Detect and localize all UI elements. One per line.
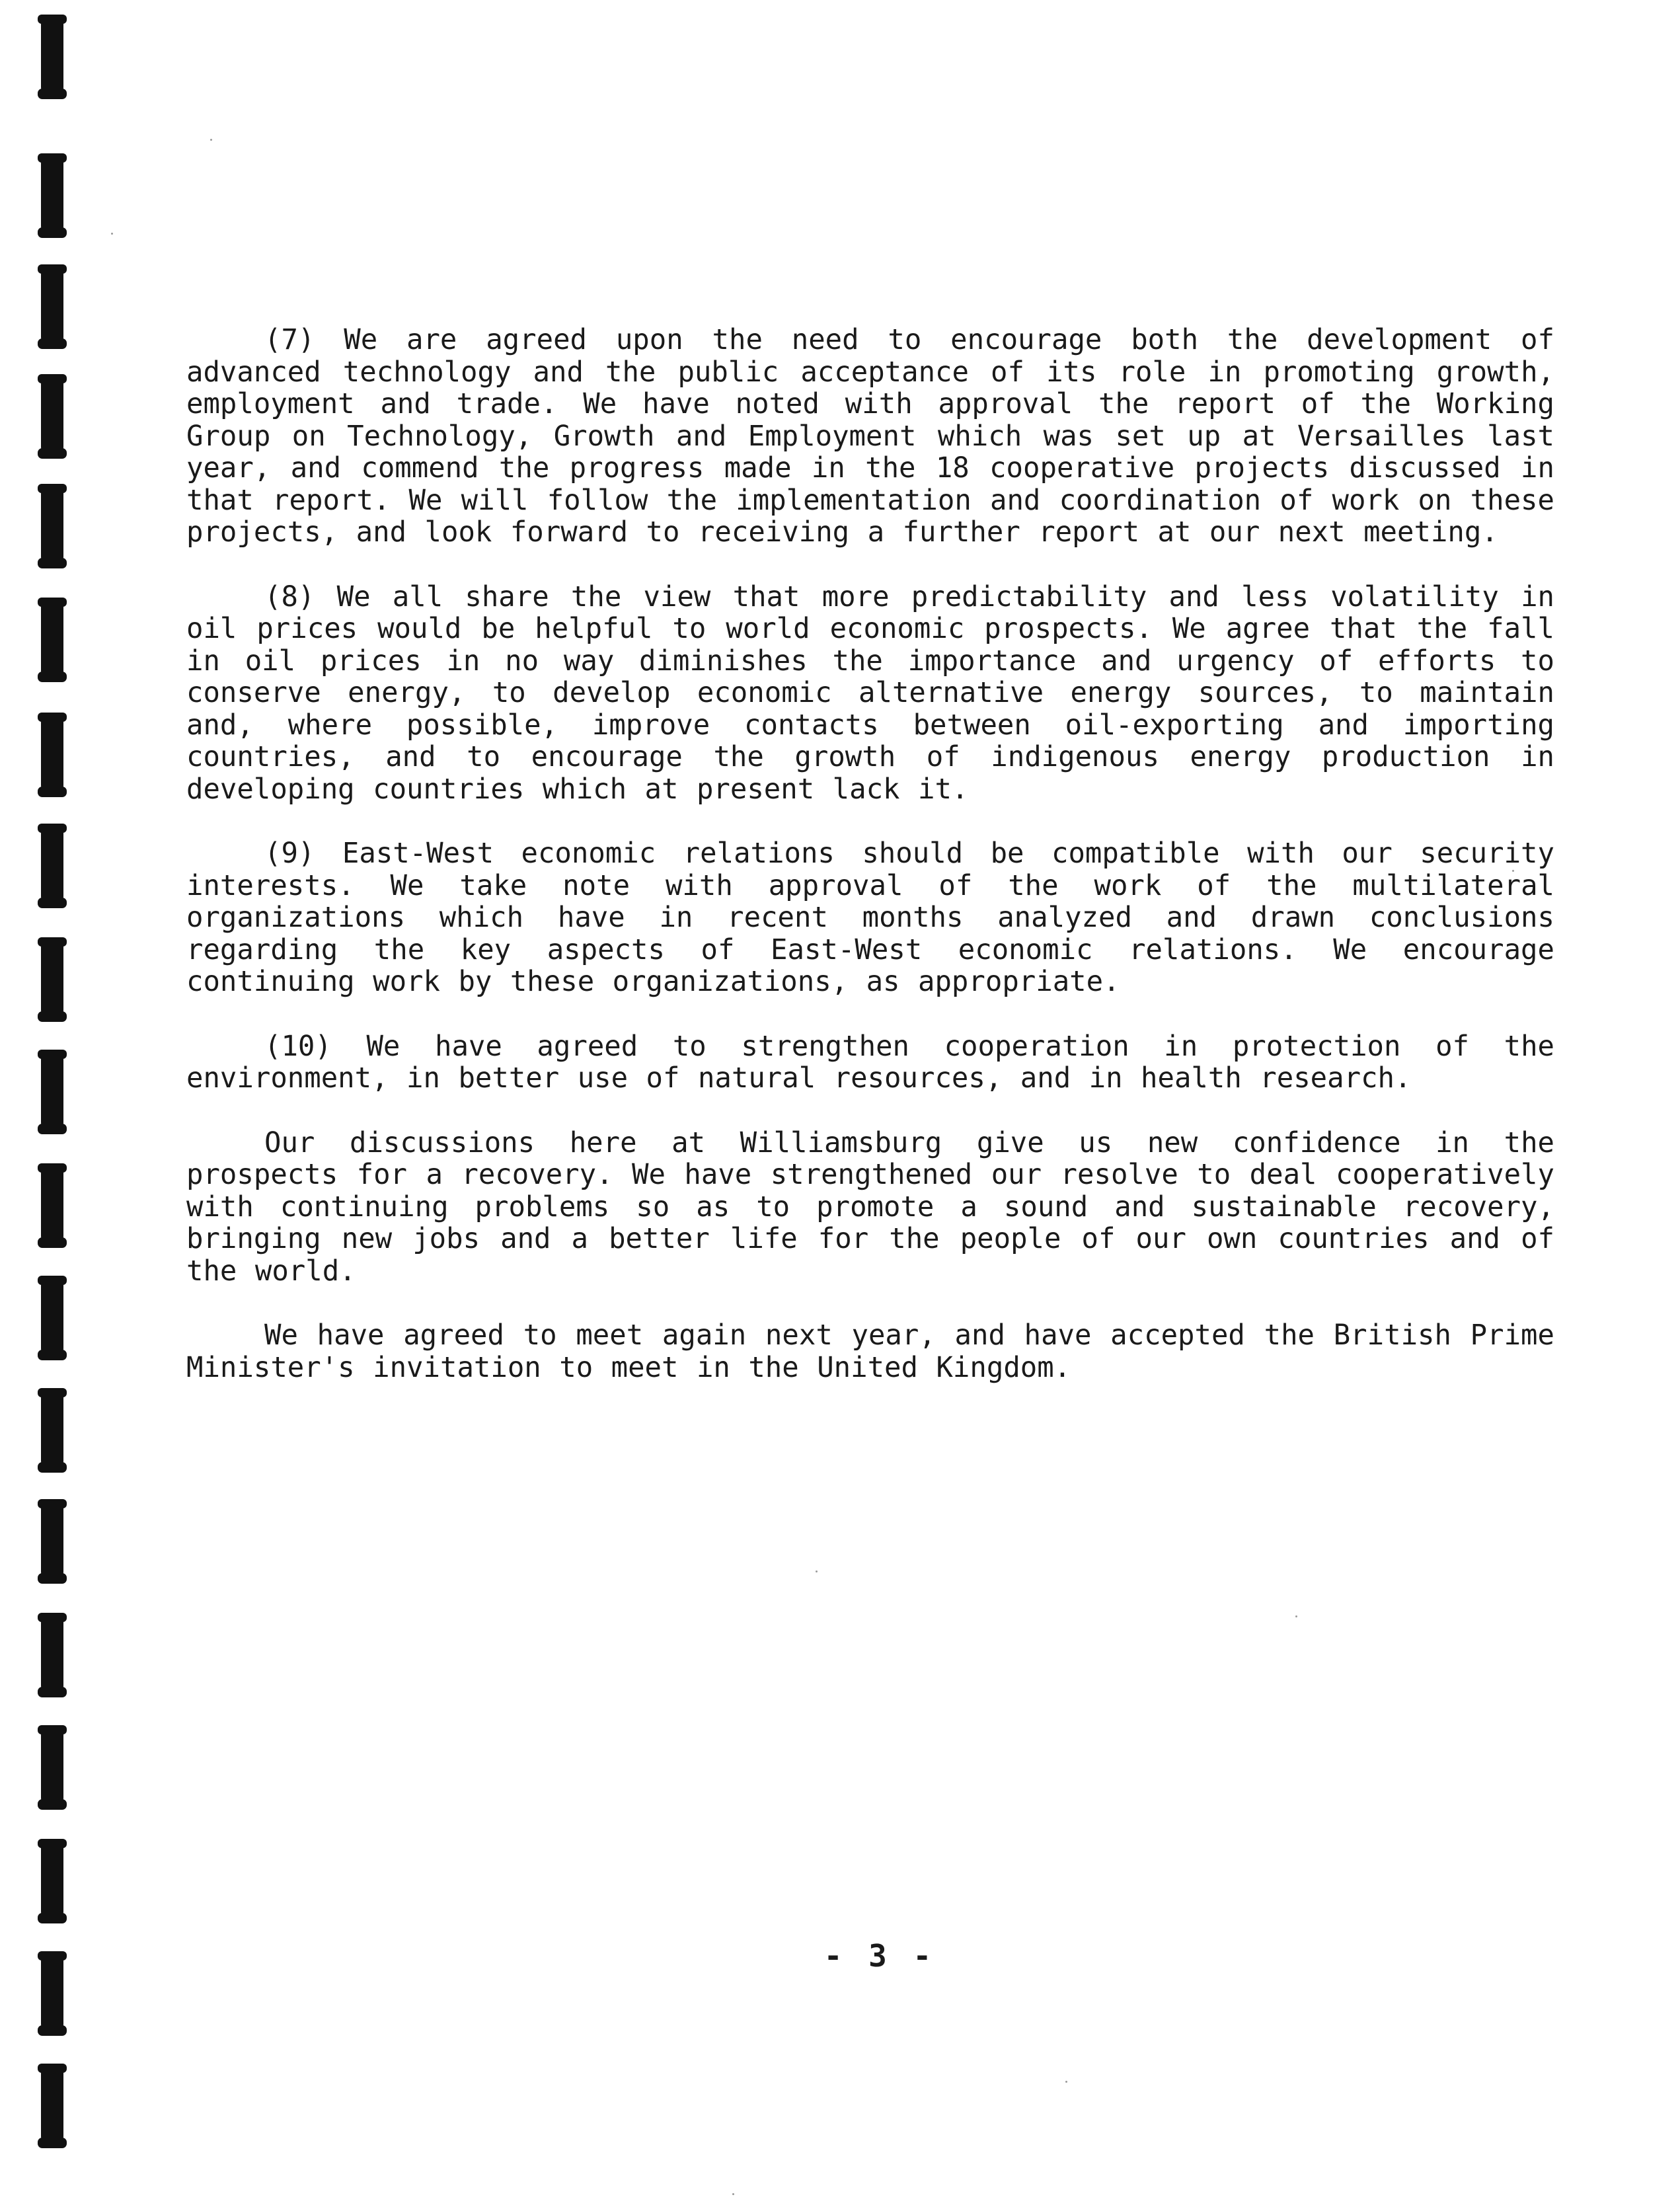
paragraph-8: (8) We all share the view that more predictability and less volatility in oil prices would be helpful to world economic prospects. We agree that the fall in oil prices in no way diminishes the importance and urgency of efforts to conserve energy, to develop economic alternative energy sources, to maintain and, where possible, improve contacts between oil-exporting and importing countries, and to encourage the growth of indigenous energy production in developing countries which at present lack it. — [186, 580, 1554, 805]
scan-speck — [1295, 1615, 1297, 1617]
hole-punch-mark — [41, 598, 63, 682]
document-body — [186, 324, 1554, 1416]
scan-speck — [732, 2193, 734, 2195]
hole-punch-mark — [41, 1163, 63, 1248]
hole-punch-mark — [41, 1613, 63, 1697]
scan-speck — [1065, 2081, 1067, 2083]
hole-punch-mark — [41, 1499, 63, 1584]
scan-speck — [210, 139, 212, 141]
hole-punch-mark — [41, 1839, 63, 1923]
hole-punch-mark — [41, 15, 63, 99]
page-number: - 3 - — [823, 1938, 936, 1974]
scan-speck — [816, 1570, 818, 1572]
paragraph-closing-discussions: Our discussions here at Williamsburg give us new confidence in the prospects for a recovery. We have strengthened our resolve to deal cooperatively with continuing problems so as to promote a sound and sustainable recovery, bringing new jobs and a better life for the people of our own countries and of the world. — [186, 1126, 1554, 1287]
hole-punch-mark — [41, 937, 63, 1022]
hole-punch-mark — [41, 1276, 63, 1360]
hole-punch-mark — [41, 1725, 63, 1810]
hole-punch-mark — [41, 824, 63, 908]
hole-punch-mark — [41, 374, 63, 459]
hole-punch-mark — [41, 713, 63, 797]
paragraph-closing-next-meeting: We have agreed to meet again next year, and have accepted the British Prime Minister's invitation to meet in the United Kingdom. — [186, 1319, 1554, 1383]
paragraph-9: (9) East-West economic relations should be compatible with our security interests. We take note with approval of the work of the multilateral organizations which have in recent months analyzed and drawn conclusions regarding the key aspects of East-West economic relations. We encourage continuing work by these organizations, as appropriate. — [186, 837, 1554, 997]
paragraph-7: (7) We are agreed upon the need to encourage both the development of advanced technology and the public acceptance of its role in promoting growth, employment and trade. We have noted with approval the report of the Working Group on Technology, Growth and Employment which was set up at Versailles last year, and commend the progress made in the 18 cooperative projects discussed in that report. We will follow the implementation and coordination of work on these projects, and look forward to receiving a further report at our next meeting. — [186, 323, 1554, 548]
scan-speck — [111, 233, 113, 235]
binder-hole-punches — [12, 0, 52, 2209]
hole-punch-mark — [41, 1050, 63, 1134]
hole-punch-mark — [41, 484, 63, 568]
hole-punch-mark — [41, 2064, 63, 2148]
hole-punch-mark — [41, 153, 63, 238]
paragraph-10: (10) We have agreed to strengthen cooperation in protection of the environment, in better use of natural resources, and in health research. — [186, 1029, 1554, 1094]
hole-punch-mark — [41, 1388, 63, 1473]
hole-punch-mark — [41, 264, 63, 349]
